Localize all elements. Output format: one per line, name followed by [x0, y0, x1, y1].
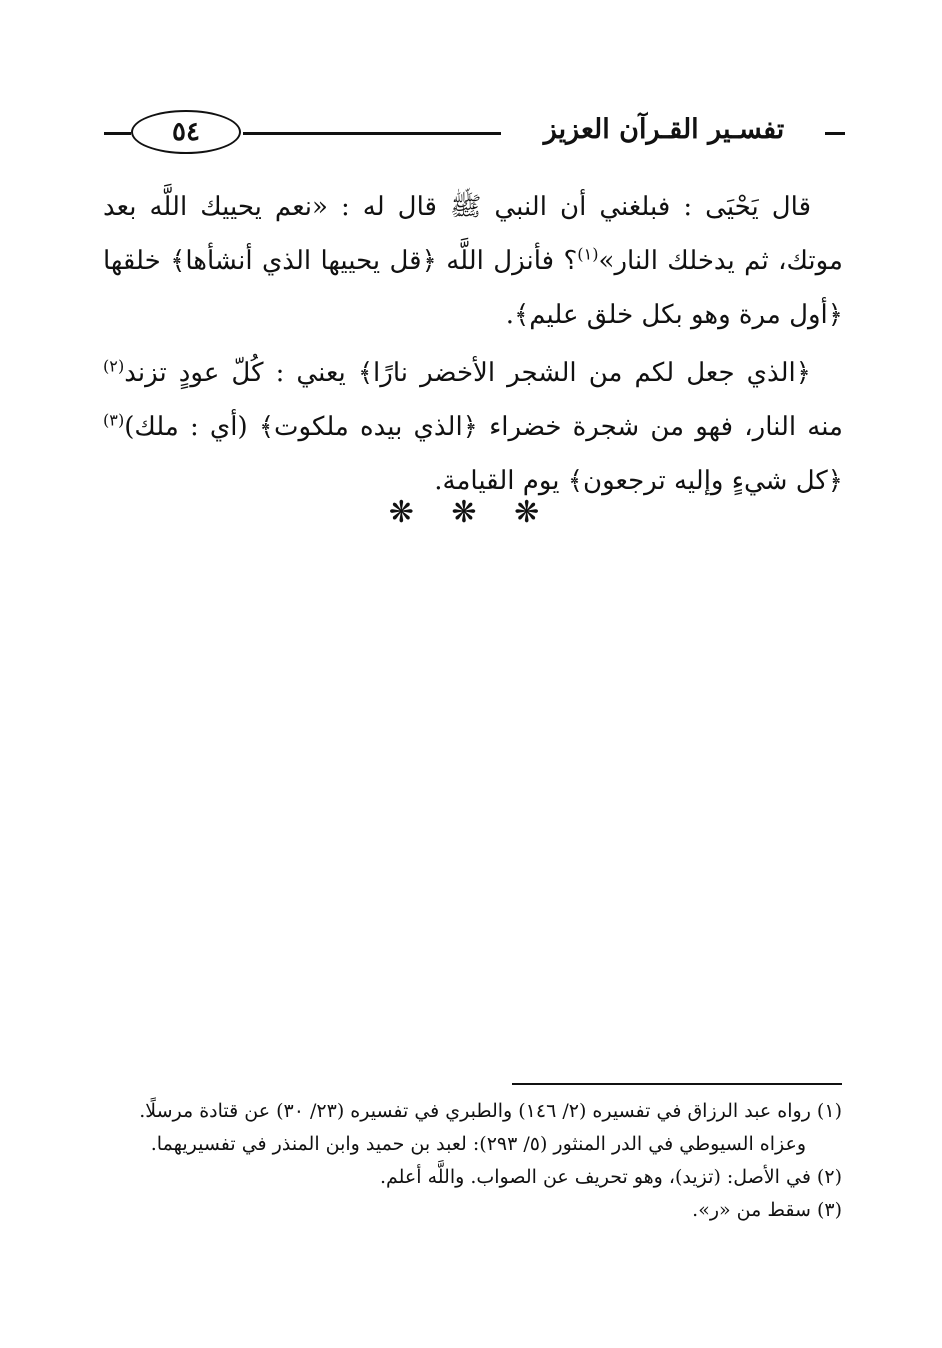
running-title: تفسـير القـرآن العزيز	[543, 114, 785, 145]
footnotes	[108, 1095, 842, 1227]
footnote-ref-2: (٢)	[103, 356, 125, 376]
running-header	[100, 110, 845, 158]
paragraph-2	[103, 346, 843, 508]
page-number: ٥٤	[172, 117, 200, 147]
footnote-1-continuation: وعزاه السيوطي في الدر المنثور (٥/ ٢٩٣): لعبد بن حميد وابن المنذر في تفسيريهما.	[150, 1133, 806, 1155]
main-text	[103, 180, 843, 512]
paragraph-1-text-b: ؟ فأنزل اللَّه ﴿قل يحييها الذي أنشأها﴾ خلقها ﴿أول مرة وهو بكل خلق عليم﴾.	[103, 246, 843, 330]
footnote-3: (٣) سقط من «ر».	[692, 1199, 842, 1221]
footnote-rule	[512, 1083, 842, 1085]
page-number-oval	[131, 110, 241, 154]
footnote-ref-3: (٣)	[103, 410, 125, 430]
paragraph-2-text-b: منه النار، فهو من شجرة خضراء ﴿الذي بيده ملكوت﴾ (أي : ملك)	[124, 412, 843, 442]
header-rule-middle	[243, 132, 501, 135]
footnote-2: (٢) في الأصل: (تزيد)، وهو تحريف عن الصواب. واللَّه أعلم.	[379, 1166, 842, 1188]
section-separator: ❋ ❋ ❋	[388, 495, 554, 530]
paragraph-2-text-a: ﴿الذي جعل لكم من الشجر الأخضر نارًا﴾ يعني : كُلّ عودٍ تزند	[124, 358, 811, 388]
header-rule-right	[825, 132, 845, 135]
footnote-ref-1: (١)	[577, 244, 599, 264]
header-rule-left	[104, 132, 131, 135]
paragraph-2-text-c: ﴿كل شيءٍ وإليه ترجعون﴾ يوم القيامة.	[434, 466, 843, 496]
footnote-1: (١) رواه عبد الرزاق في تفسيره (٢/ ١٤٦) والطبري في تفسيره (٢٣/ ٣٠) عن قتادة مرسلًا.	[139, 1100, 842, 1122]
paragraph-1	[103, 180, 843, 342]
paragraph-1-text-a: قال يَحْيَى : فبلغني أن النبي ﷺ قال له : «نعم يحييك اللَّه بعد موتك، ثم يدخلك النار»	[103, 192, 843, 276]
